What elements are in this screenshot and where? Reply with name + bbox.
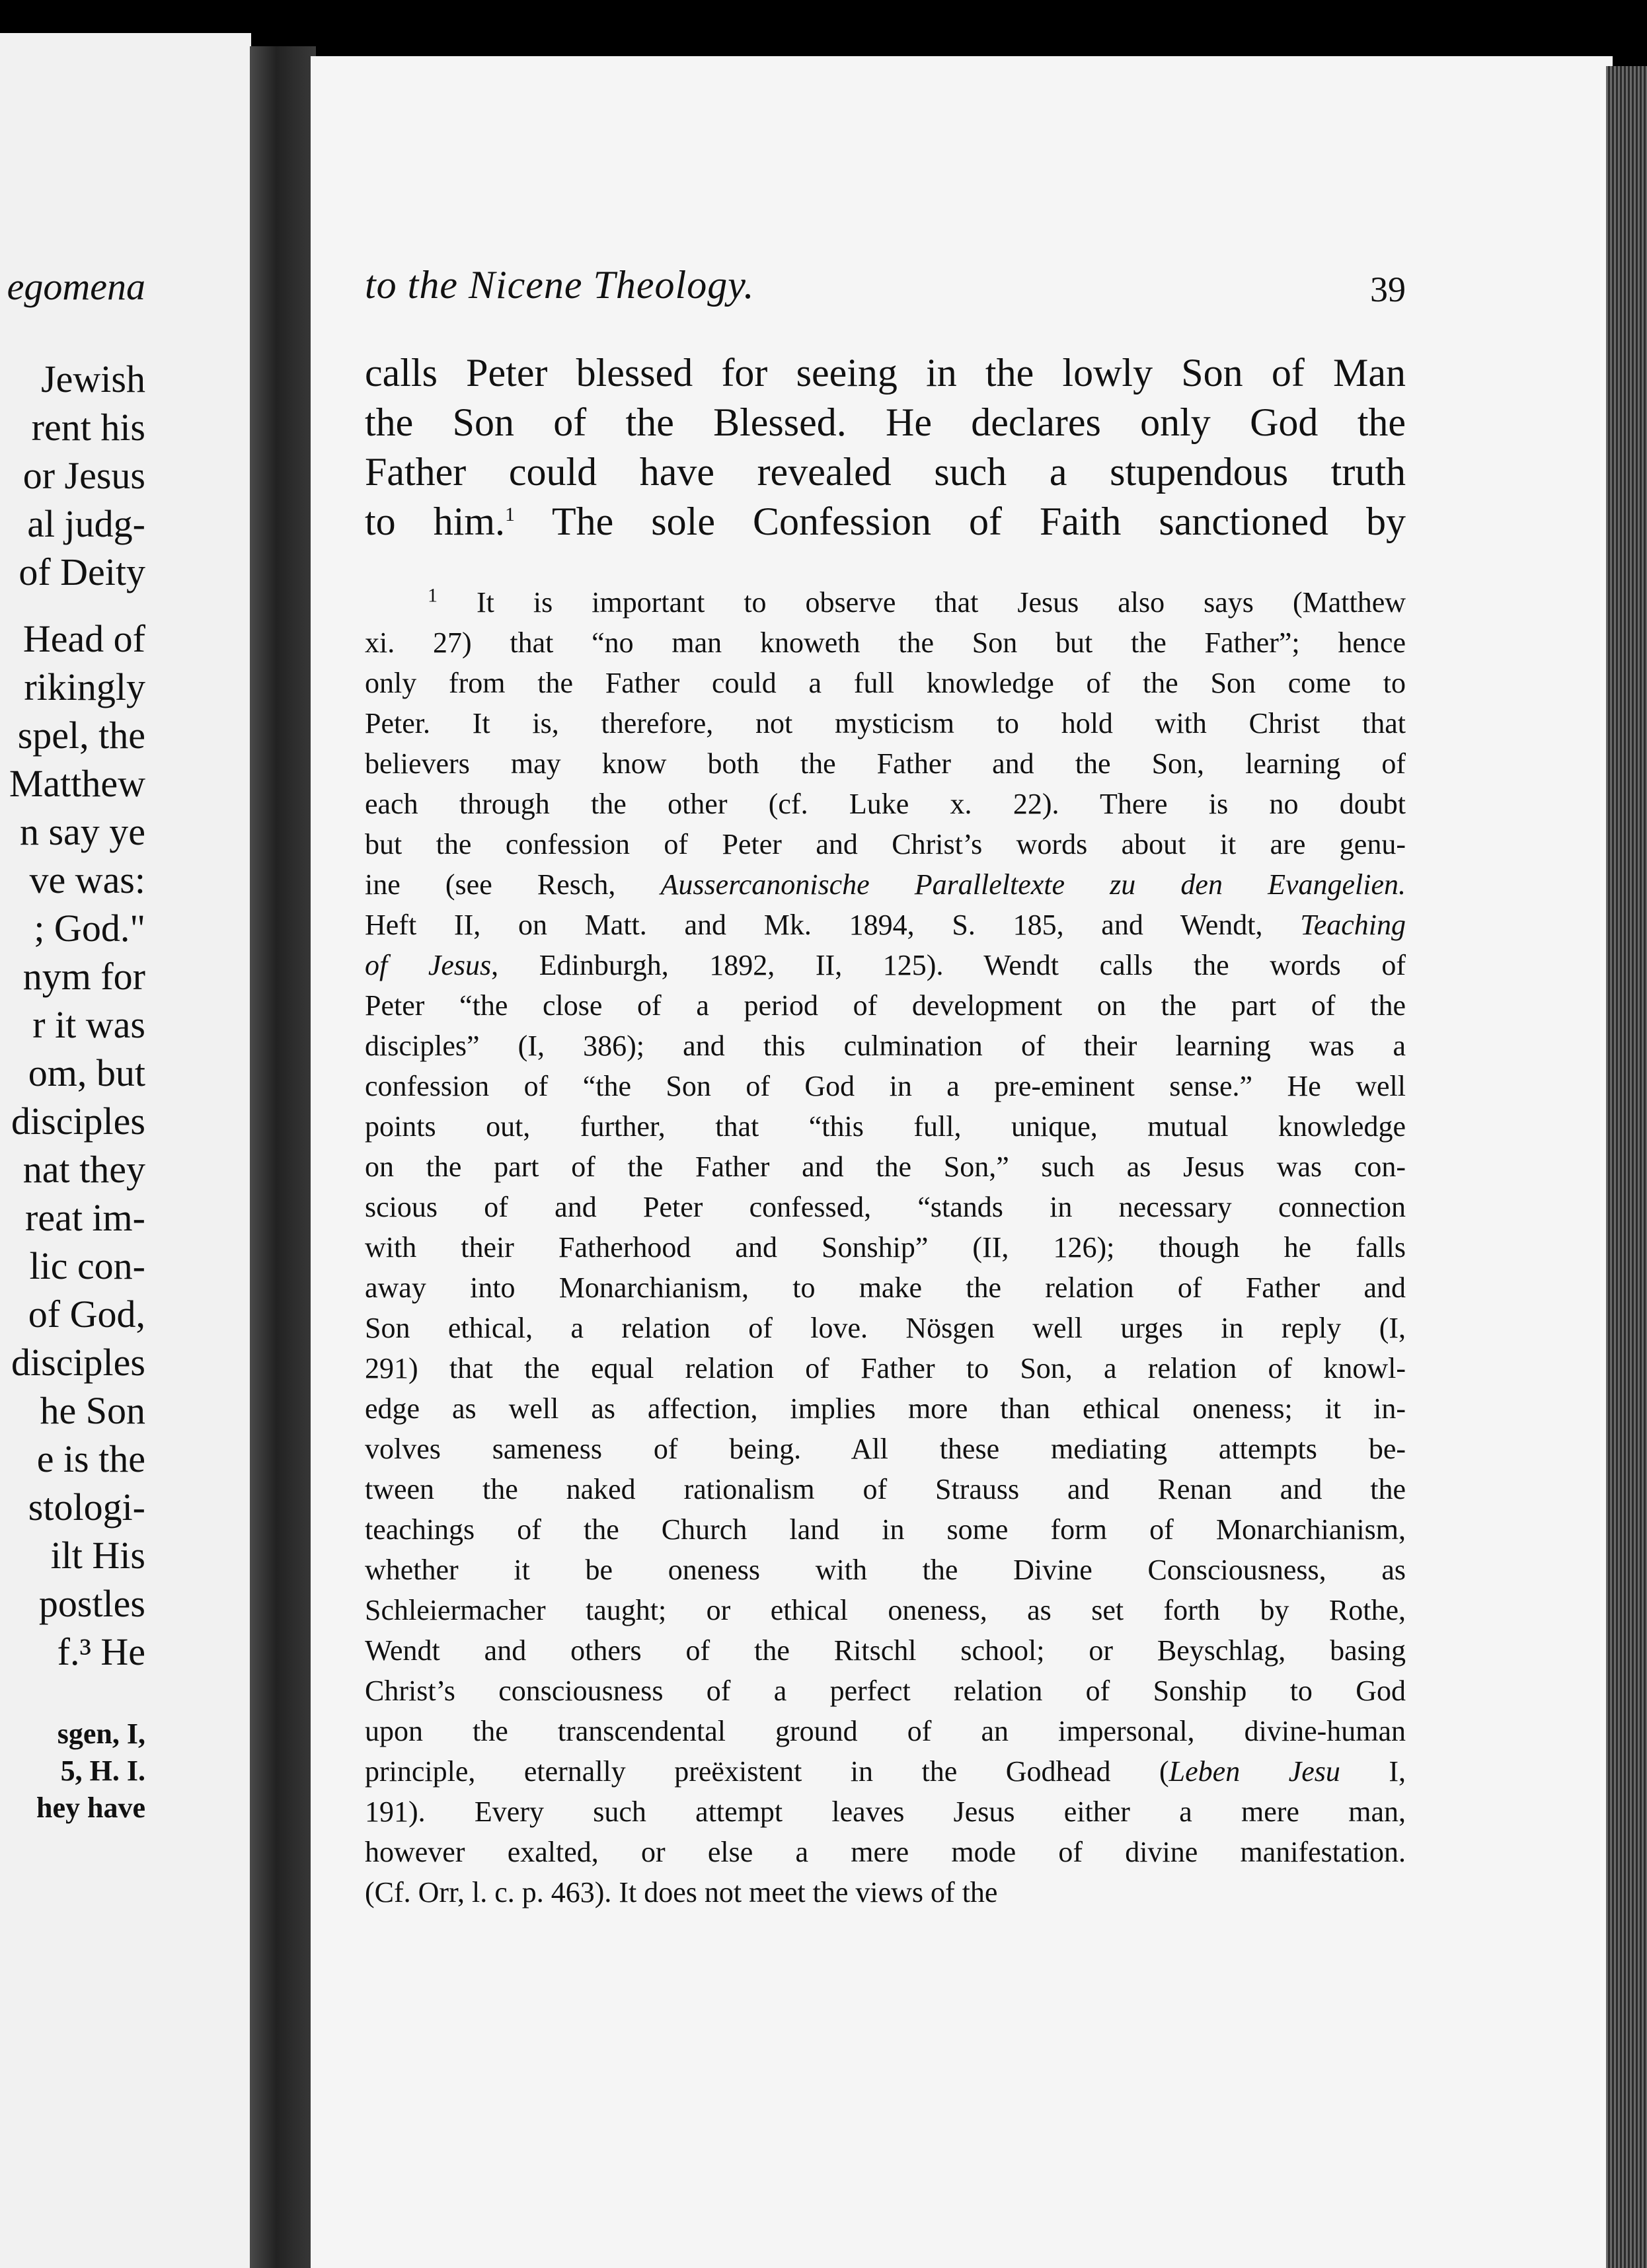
left-body-line: r it was <box>32 1003 145 1046</box>
footnote-line: principle, eternally preëxistent in the Godhead (Leben Jesu I, <box>365 1755 1406 1788</box>
footnote-line: points out, further, that “this full, unique, mutual knowledge <box>365 1110 1406 1143</box>
footnote-line: Schleiermacher taught; or ethical oneness, as set forth by Rothe, <box>365 1594 1406 1626</box>
left-body-line: postles <box>38 1582 145 1625</box>
page-number: 39 <box>1370 270 1406 309</box>
right-page-text <box>365 262 1406 1912</box>
footnote-line: confession of “the Son of God in a pre-eminent sense.” He well <box>365 1070 1406 1102</box>
footnote-line: Peter “the close of a period of development on the part of the <box>365 989 1406 1022</box>
footnote-line: Wendt and others of the Ritschl school; or Beyschlag, basing <box>365 1634 1406 1667</box>
left-body-line: of God, <box>28 1293 145 1336</box>
footnote-reference: 1 <box>505 504 516 525</box>
left-body-line: rent his <box>31 406 145 449</box>
footnote-line: tween the naked rationalism of Strauss and Renan and the <box>365 1473 1406 1505</box>
footnote-line: 191). Every such attempt leaves Jesus either a mere man, <box>365 1796 1406 1828</box>
footnote-line: however exalted, or else a mere mode of divine manifestation. <box>365 1836 1406 1868</box>
left-body-line: disciples <box>11 1341 145 1384</box>
left-footnote-line: sgen, I, <box>57 1718 145 1750</box>
left-page <box>0 33 251 2268</box>
left-body-line: al judg- <box>27 502 145 545</box>
footnote-line: Peter. It is, therefore, not mysticism to hold with Christ that <box>365 707 1406 739</box>
footnote-line: disciples” (I, 386); and this culmination of their learning was a <box>365 1030 1406 1062</box>
footnote-line: (Cf. Orr, l. c. p. 463). It does not meet the views of the <box>365 1876 998 1909</box>
left-body-line: he Son <box>40 1389 145 1432</box>
left-body-text <box>0 355 145 1676</box>
footnote-line: only from the Father could a full knowledge of the Son come to <box>365 667 1406 699</box>
left-body-line: stologi- <box>28 1486 145 1529</box>
left-body-line: ve was: <box>29 858 145 901</box>
book-gutter <box>250 46 316 2268</box>
footnote-line: each through the other (cf. Luke x. 22). There is no doubt <box>365 788 1406 820</box>
left-body-line: nym for <box>22 955 145 998</box>
footnote-line: teachings of the Church land in some form of Monarchianism, <box>365 1513 1406 1546</box>
left-body-line: or Jesus <box>22 454 145 497</box>
left-body-line: ilt His <box>50 1534 145 1577</box>
left-body-line: lic con- <box>29 1244 145 1287</box>
footnote-line: scious of and Peter confessed, “stands in necessary connection <box>365 1191 1406 1223</box>
footnote-line: upon the transcendental ground of an impersonal, divine-human <box>365 1715 1406 1747</box>
main-text-line: to him.$^1$ The sole Confession of Faith sanctioned by <box>365 500 1406 543</box>
footnote-line: Heft II, on Matt. and Mk. 1894, S. 185, and Wendt, Teaching <box>365 909 1406 941</box>
left-body-line: om, but <box>28 1051 145 1094</box>
left-body-line: Head of <box>22 617 145 660</box>
footnote <box>365 582 1406 1912</box>
left-body-line: spel, the <box>17 714 145 757</box>
footnote-line: $^1$ It is important to observe that Jesus also says (Matthew <box>428 584 1406 619</box>
page-edges <box>1606 66 1647 2268</box>
footnote-line: volves sameness of being. All these mediating attempts be- <box>365 1433 1406 1465</box>
footnote-line: 291) that the equal relation of Father to Son, a relation of knowl- <box>365 1352 1406 1384</box>
footnote-line: of Jesus, Edinburgh, 1892, II, 125). Wendt calls the words of <box>365 949 1406 981</box>
footnote-line: Christ’s consciousness of a perfect relation of Sonship to God <box>365 1675 1406 1707</box>
left-running-head: egomena <box>7 265 145 308</box>
left-footnote-line: hey have <box>36 1792 145 1824</box>
left-body-line: e is the <box>36 1437 145 1480</box>
left-footnote-text <box>0 1716 145 1827</box>
footnote-line: edge as well as affection, implies more than ethical oneness; it in- <box>365 1392 1406 1425</box>
left-footnote-line: 5, H. I. <box>60 1755 145 1787</box>
left-body-line: Matthew <box>9 762 145 805</box>
footnote-line: xi. 27) that “no man knoweth the Son but the Father”; hence <box>365 626 1406 659</box>
footnote-line: but the confession of Peter and Christ’s words about it are genu- <box>365 828 1406 860</box>
main-text-line: calls Peter blessed for seeing in the lowly Son of Man <box>365 351 1406 395</box>
left-body-line: rikingly <box>24 665 145 708</box>
left-body-line: n say ye <box>19 810 145 853</box>
footnote-line: away into Monarchianism, to make the relation of Father and <box>365 1271 1406 1304</box>
left-page-text <box>0 264 145 1827</box>
right-page <box>311 56 1613 2268</box>
running-title: to the Nicene Theology. <box>365 263 755 307</box>
main-text-line: the Son of the Blessed. He declares only God the <box>365 400 1406 444</box>
left-body-line: of Deity <box>19 550 145 593</box>
main-text-line: Father could have revealed such a stupendous truth <box>365 450 1406 494</box>
footnote-line: with their Fatherhood and Sonship” (II, 126); though he falls <box>365 1231 1406 1264</box>
footnote-line: on the part of the Father and the Son,” such as Jesus was con- <box>365 1151 1406 1183</box>
left-body-line: nat they <box>22 1148 145 1191</box>
left-body-line: reat im- <box>25 1196 145 1239</box>
left-body-line: f.³ He <box>57 1630 145 1673</box>
running-head <box>365 262 1406 322</box>
footnote-line: whether it be oneness with the Divine Consciousness, as <box>365 1554 1406 1586</box>
footnote-line: ine (see Resch, Aussercanonische Paralleltexte zu den Evangelien. <box>365 868 1406 901</box>
left-body-line: ; God." <box>34 907 145 950</box>
left-body-line: disciples <box>11 1100 145 1143</box>
footnote-line: Son ethical, a relation of love. Nösgen well urges in reply (I, <box>365 1312 1406 1344</box>
main-text <box>365 348 1406 547</box>
left-body-line: Jewish <box>41 358 145 400</box>
footnote-line: believers may know both the Father and the Son, learning of <box>365 747 1406 780</box>
